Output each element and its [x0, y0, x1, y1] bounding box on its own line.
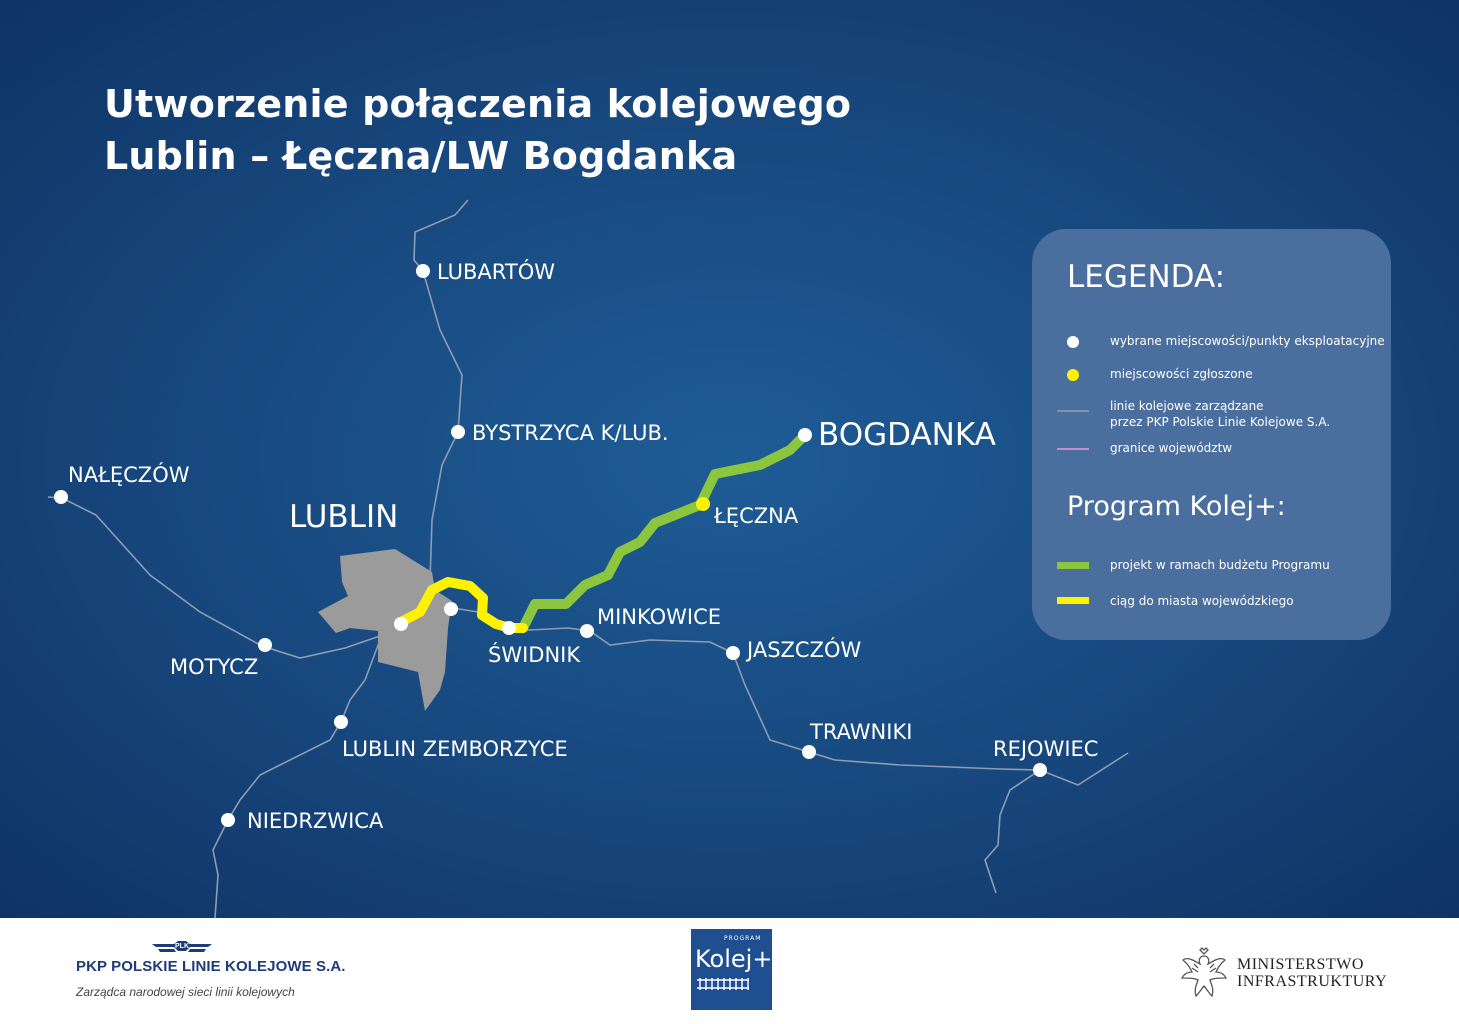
label-leczna: ŁĘCZNA	[714, 504, 799, 528]
legend-item-places: wybrane miejscowości/punkty eksploatacyjne	[1110, 334, 1385, 348]
label-minkowice: MINKOWICE	[597, 605, 722, 629]
label-jaszczow: JASZCZÓW	[747, 638, 862, 662]
ministry-name	[1237, 956, 1387, 990]
dot-trawniki	[802, 745, 816, 759]
legend-yellow-bar-icon	[1057, 597, 1089, 605]
legend-item-rail-lines	[1110, 398, 1330, 430]
dot-naleczow	[54, 490, 68, 504]
green-route	[523, 435, 805, 628]
label-motycz: MOTYCZ	[170, 655, 259, 679]
title-line-1: Utworzenie połączenia kolejowego	[104, 82, 852, 126]
ministry-line-2: INFRASTRUKTURY	[1237, 973, 1388, 990]
plk-subtitle: Zarządca narodowej sieci linii kolejowych	[76, 985, 295, 999]
legend-program-heading: Program Kolej+:	[1067, 491, 1286, 522]
label-trawniki: TRAWNIKI	[810, 720, 913, 744]
legend-grey-line-icon	[1057, 409, 1089, 413]
kolej-name: Kolej+	[695, 945, 773, 973]
lublin-city-shape	[318, 549, 452, 711]
rail-line-rejowiec-south	[985, 770, 1040, 893]
label-niedrzwica: NIEDRZWICA	[247, 809, 384, 833]
label-bystrzyca: BYSTRZYCA K/LUB.	[472, 421, 669, 445]
label-naleczow: NAŁĘCZÓW	[68, 463, 190, 487]
label-bogdanka: BOGDANKA	[818, 417, 996, 453]
rail-lines	[48, 200, 1128, 918]
label-rejowiec: REJOWIEC	[993, 737, 1099, 761]
kolej-program-label: PROGRAM	[724, 935, 762, 942]
plk-name: PKP POLSKIE LINIE KOLEJOWE S.A.	[76, 958, 346, 975]
rail-line-south	[213, 640, 380, 918]
legend-green-bar-icon	[1057, 562, 1089, 570]
dot-minkowice	[580, 624, 594, 638]
dot-lublin-1	[394, 617, 408, 631]
dot-leczna	[696, 497, 710, 511]
legend-rail-line-2: przez PKP Polskie Linie Kolejowe S.A.	[1110, 415, 1331, 429]
legend-white-dot-icon	[1065, 334, 1081, 350]
legend-rail-line-1: linie kolejowe zarządzane	[1110, 399, 1264, 413]
legend-item-program-budget: projekt w ramach budżetu Programu	[1110, 558, 1330, 572]
plk-wings-logo-icon	[150, 937, 214, 957]
dot-rejowiec	[1033, 763, 1047, 777]
legend-item-borders: granice województw	[1110, 441, 1233, 455]
dot-lublin-zemborzyce	[334, 715, 348, 729]
kolej-plus-logo	[691, 929, 772, 1010]
dot-bogdanka	[798, 428, 812, 442]
label-lublin: LUBLIN	[289, 499, 399, 535]
dot-niedrzwica	[221, 813, 235, 827]
dot-lubartow	[416, 264, 430, 278]
rail-track-icon	[697, 977, 749, 991]
legend-item-voivodeship-link: ciąg do miasta wojewódzkiego	[1110, 594, 1294, 608]
plk-badge: PLK	[175, 943, 189, 950]
legend-pink-line-icon	[1057, 447, 1089, 451]
polish-eagle-emblem-icon	[1180, 946, 1228, 1000]
legend-item-reported: miejscowości zgłoszone	[1110, 367, 1253, 381]
dot-swidnik	[502, 621, 516, 635]
legend-yellow-dot-icon	[1065, 367, 1081, 383]
label-lubartow: LUBARTÓW	[437, 260, 555, 284]
legend-heading: LEGENDA:	[1067, 259, 1226, 295]
legend-panel	[1032, 229, 1391, 640]
title-line-2: Lublin – Łęczna/LW Bogdanka	[104, 134, 738, 178]
dot-bystrzyca	[451, 425, 465, 439]
ministry-line-1: MINISTERSTWO	[1237, 956, 1364, 973]
dot-lublin-2	[444, 602, 458, 616]
map-title	[104, 78, 851, 182]
dot-jaszczow	[726, 646, 740, 660]
label-swidnik: ŚWIDNIK	[488, 643, 581, 667]
label-lublin-zemborzyce: LUBLIN ZEMBORZYCE	[342, 737, 568, 761]
dot-motycz	[258, 638, 272, 652]
